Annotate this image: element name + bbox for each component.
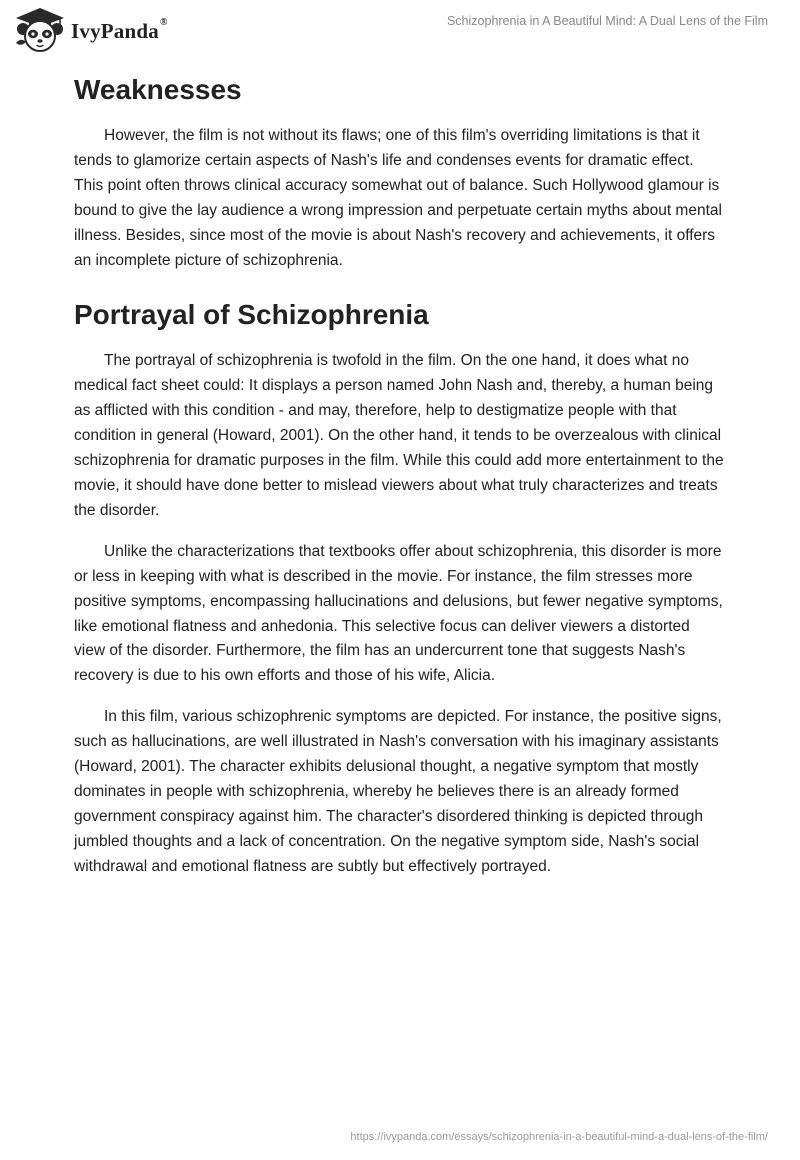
page-header (0, 0, 800, 62)
section-heading-portrayal: Portrayal of Schizophrenia (74, 299, 429, 331)
article-body (74, 62, 724, 896)
brand-logo[interactable] (15, 7, 168, 53)
brand-name: IvyPanda® (71, 16, 168, 43)
section-heading-weaknesses: Weaknesses (74, 74, 242, 105)
document-title: Schizophrenia in A Beautiful Mind: A Dual Lens of the Film (446, 14, 768, 28)
paragraph: The portrayal of schizophrenia is twofold in the film. On the one hand, it does what no medical fact sheet could: It displays a person named John Nash and, thereby, a human being as afflicted with this condition - and may, therefore, help to destigmatize people with that condition in general (Howard, 2001). On the other hand, it tends to be overzealous with clinical schizophrenia for dramatic purposes in the film. While this could add more entertainment to the movie, it should have done better to mislead viewers about what truly characterizes and treats the disorder. (74, 352, 724, 519)
paragraph: However, the film is not without its flaws; one of this film's overriding limitations is that it tends to glamorize certain aspects of Nash's life and condenses events for dramatic effect. This point often throws clinical accuracy somewhat out of balance. Such Hollywood glamour is bound to give the lay audience a wrong impression and perpetuate certain myths about mental illness. Besides, since most of the movie is about Nash's recovery and achievements, it offers an incomplete picture of schizophrenia. (74, 127, 722, 269)
paragraph: Unlike the characterizations that textbooks offer about schizophrenia, this disorder is more or less in keeping with what is described in the movie. For instance, the film stresses more positive symptoms, encompassing hallucinations and delusions, but fewer negative symptoms, like emotional flatness and anhedonia. This selective focus can deliver viewers a distorted view of the disorder. Furthermore, the film has an undercurrent tone that suggests Nash's recovery is due to his own efforts and those of his wife, Alicia. (74, 542, 723, 685)
source-url[interactable]: https://ivypanda.com/essays/schizophrenia-in-a-beautiful-mind-a-dual-lens-of-the-film/ (350, 1131, 768, 1143)
panda-graduate-icon (15, 7, 65, 53)
paragraph: In this film, various schizophrenic symptoms are depicted. For instance, the positive signs, such as hallucinations, are well illustrated in Nash's conversation with his imaginary assistants (Howard, 2001). The character exhibits delusional thought, a negative symptom that mostly dominates in people with schizophrenia, whereby he believes there is an already formed government conspiracy against him. The character's disordered thinking is depicted through jumbled thoughts and a lack of concentration. On the negative symptom side, Nash's social withdrawal and emotional flatness are subtly but effectively portrayed. (74, 708, 722, 875)
